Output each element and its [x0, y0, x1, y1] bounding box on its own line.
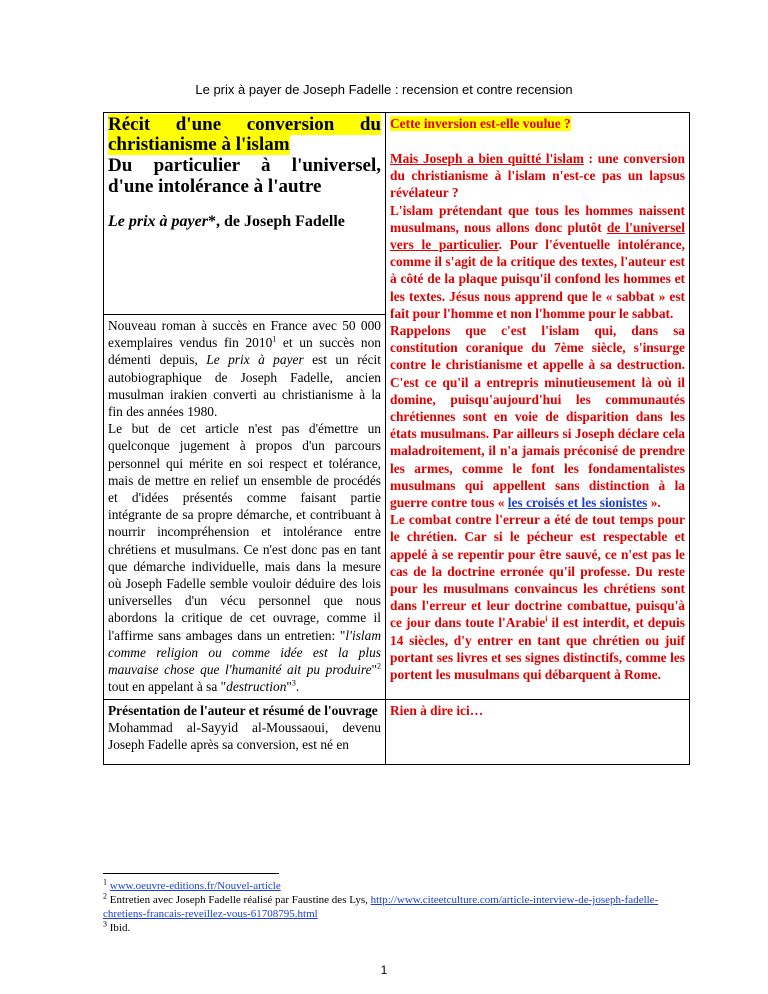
rebuttal-text: Le combat contre l'erreur a été de tout temps pour le chrétien. Car si le pécheur est respectable et appelé à se repentir pour être sauvé, ce n'est pas le cas de la doctrine erronée qu'il professe. Du reste pour les musulmans convaincus les chrétiens sont dans l'erreur et leur doctrine combattue, puisqu'à ce jour dans toute l'Arabie	[390, 512, 685, 631]
footnote-ref[interactable]: i	[545, 615, 548, 625]
rebuttal-text: . Pour l'éventuelle intolérance, comme il s'agit de la critique des textes, l'auteur est à côté de la plaque puisqu'il confond les hommes et les textes. Jésus nous apprend que le « sabbat » est fait pour l'homme et non l'homme pour le sabbat.	[390, 237, 685, 321]
intro-text: et un succès non démenti depuis,	[108, 335, 381, 368]
footnote-link[interactable]: www.oeuvre-editions.fr/Nouvel-article	[109, 880, 281, 892]
rebuttal-text: : une conversion du christianisme à l'islam n'est-ce pas un lapsus révélateur ?	[390, 151, 685, 201]
footnote-ref[interactable]: 2	[377, 661, 381, 671]
rebuttal-underlined: Mais Joseph a bien quitté l'islam	[390, 151, 584, 166]
intro-para	[108, 420, 381, 695]
intro-para	[108, 317, 381, 420]
quote-text: destruction	[226, 679, 287, 695]
section-title: Présentation de l'auteur et résumé de l'ouvrage	[108, 703, 378, 718]
article-title	[108, 115, 381, 155]
footnote-number: 2	[103, 891, 107, 901]
rebuttal-text: L'islam prétendant que tous les hommes naissent musulmans, nous allons donc plutôt	[390, 202, 685, 235]
rebuttal-heading-text: Cette inversion est-elle voulue ?	[390, 116, 571, 131]
rebuttal-para	[390, 150, 685, 202]
footnote-number: 3	[103, 919, 107, 929]
table-row	[104, 700, 690, 765]
page-header: Le prix à payer de Joseph Fadelle : recension et contre recension	[195, 82, 573, 97]
rebuttal-para	[390, 511, 685, 683]
article-subtitle: Du particulier à l'universel, d'une intolérance à l'autre	[108, 155, 381, 197]
rebuttal-note: Rien à dire ici…	[390, 703, 484, 718]
intro-text: tout en appelant à sa "	[108, 679, 227, 695]
rebuttal-text: il est interdit, et depuis 14 siècles, d'y entrer en tant que chrétien ou juif portant ses livres et ses signes distinctifs, comme les portent les musulmans qui débarquent à Rome.	[390, 615, 685, 683]
intro-cell	[104, 315, 386, 700]
rebuttal-text: Rappelons que c'est l'islam qui, dans sa constitution coranique du 7ème siècle, s'insurge contre le christianisme et appelle à sa destruction. C'est ce qu'il a entrepris minutieusement là où il domine, puisqu'aujourd'hui les communautés chrétiennes sont en voie de disparition dans les états musulmans. Par ailleurs si Joseph déclare cela maladroitement, il n'a jamais préconisé de prendre les armes, comme le font les fondamentalistes musulmans qui appellent sans distinction à la guerre contre tous «	[390, 323, 685, 511]
footnote-ref[interactable]: 3	[291, 678, 296, 688]
intro-text: "	[286, 679, 292, 695]
footnote-3	[103, 921, 683, 935]
footnote-number: 1	[103, 877, 107, 887]
review-table	[103, 112, 690, 765]
rebuttal-underlined: de l'universel vers le particulier	[390, 219, 685, 253]
title-cell	[104, 113, 386, 315]
article-title-text: Récit d'une conversion du christianisme à l'islam	[108, 114, 381, 155]
footnote-ref[interactable]: 1	[272, 334, 277, 344]
footnotes	[103, 879, 683, 935]
intro-text: "	[371, 662, 377, 678]
rebuttal-cell-1	[386, 113, 690, 700]
book-credit	[108, 213, 381, 231]
section-cell	[104, 700, 386, 765]
book-title: Le prix à payer	[108, 213, 208, 230]
footnote-link[interactable]: http://www.citeetculture.com/article-interview-de-joseph-fadelle-chretiens-francais-reveillez-vous-61708795.html	[103, 894, 659, 920]
footnote-text: Ibid.	[107, 922, 131, 934]
footnote-divider	[103, 873, 279, 874]
footnote-1	[103, 879, 683, 893]
intro-text: .	[295, 679, 300, 695]
page-number: 1	[380, 963, 388, 977]
intro-text: Nouveau roman à succès en France avec 50 000 exemplaires vendus fin 2010	[108, 318, 381, 351]
quote-text: l'islam comme religion ou comme idée est la plus mauvaise chose que l'humanité ait pu produire	[108, 627, 381, 678]
rebuttal-para	[390, 202, 685, 322]
book-title-inline: Le prix à payer	[206, 352, 304, 368]
rebuttal-text: ».	[647, 495, 661, 511]
rebuttal-para	[390, 322, 685, 511]
rebuttal-link[interactable]: les croisés et les sionistes	[507, 495, 648, 511]
table-row	[104, 113, 690, 315]
intro-text: est un récit autobiographique de Joseph Fadelle, ancien musulman irakien converti au christianisme à la fin des années 1980.	[108, 352, 381, 420]
footnote-2	[103, 893, 683, 921]
rebuttal-heading	[390, 115, 685, 133]
section-body: Mohammad al-Sayyid al-Moussaoui, devenu Joseph Fadelle après sa conversion, est né en	[108, 720, 381, 753]
rebuttal-cell-2	[386, 700, 690, 765]
footnote-text: Entretien avec Joseph Fadelle réalisé par Faustine des Lys,	[107, 894, 371, 906]
book-author: *, de Joseph Fadelle	[207, 213, 345, 230]
intro-text: Le but de cet article n'est pas d'émettre un quelconque jugement à propos d'un parcours personnel qui mérite en soi respect et tolérance, mais de mettre en relief un ensemble de procédés et d'idées présentés comme faisant partie intégrante de sa propre démarche, et contribuant à nourrir incompréhension et intolérance entre chrétiens et musulmans. Ce n'est donc pas en tant que démarche individuelle, mais dans la mesure où Joseph Fadelle semble vouloir déduire des lois universelles d'un vécu personnel que nous abordons la critique de cet ouvrage, comme il l'affirme sans ambages dans un entretien: "	[108, 421, 381, 643]
